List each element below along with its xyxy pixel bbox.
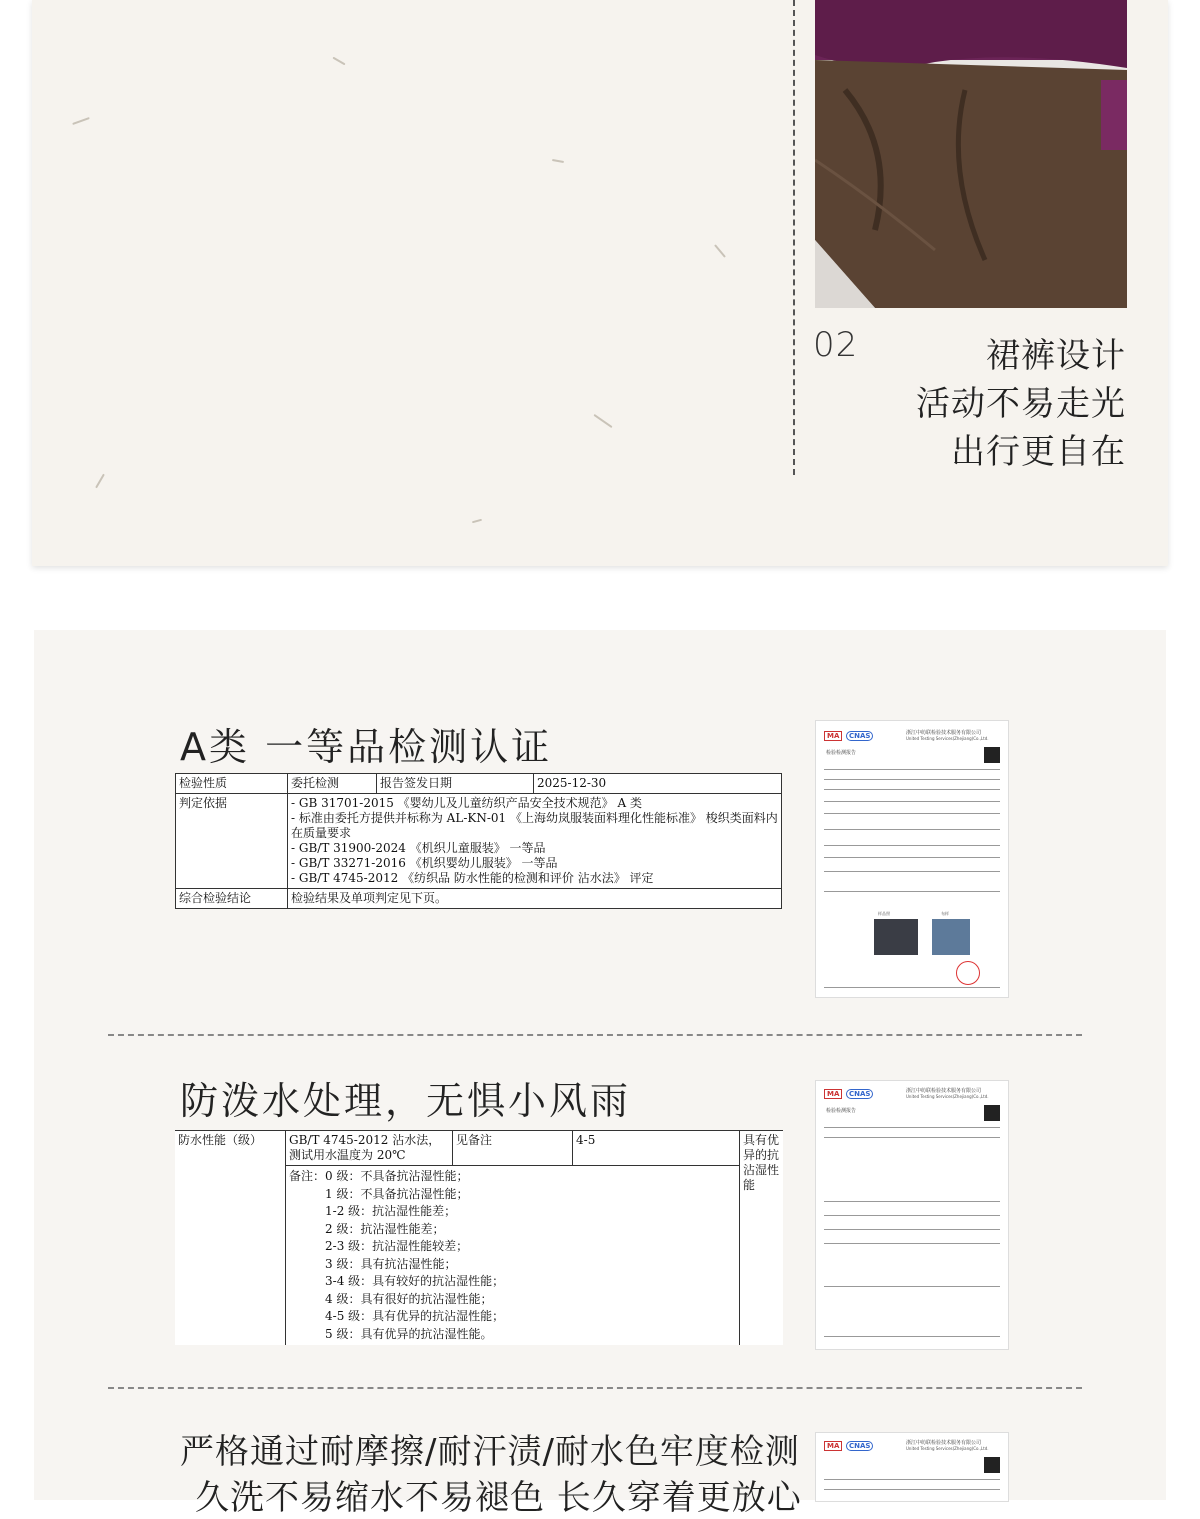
feature-line-1: 裙裤设计 bbox=[986, 336, 1126, 376]
table-cell bbox=[286, 1166, 740, 1346]
table-cell: 具有优异的抗沾湿性能 bbox=[740, 1131, 784, 1346]
criteria-line: - GB/T 33271-2016 《机织婴幼儿服装》 一等品 bbox=[291, 856, 558, 870]
sample-label-right: 布样 bbox=[941, 911, 949, 916]
note-line: 3 级：具有抗沾湿性能； bbox=[325, 1256, 457, 1271]
report-org-en: United Testing Services(Zhejiang)Co.,Ltd. bbox=[906, 736, 989, 741]
report-org: 浙江中纺联检验技术服务有限公司 bbox=[906, 1088, 982, 1094]
note-line: 3-4 级：具有较好的抗沾湿性能； bbox=[325, 1274, 505, 1288]
ilac-logo: CNAS bbox=[846, 731, 873, 741]
section-b-title: 防泼水处理，无惧小风雨 bbox=[180, 1079, 632, 1123]
feature-line-3: 出行更自在 bbox=[951, 432, 1126, 472]
sample-swatch-dark bbox=[874, 919, 918, 955]
ilac-logo: CNAS bbox=[846, 1089, 873, 1099]
table-cell: 报告签发日期 bbox=[377, 774, 534, 794]
report-doc-title: 检验检测报告 bbox=[826, 1108, 857, 1114]
section-a-title: A类 一等品检测认证 bbox=[180, 725, 553, 769]
table-cell: 4-5 bbox=[573, 1131, 740, 1166]
vertical-divider bbox=[793, 0, 795, 475]
feature-line-2: 活动不易走光 bbox=[916, 384, 1126, 424]
table-cell: 判定依据 bbox=[176, 794, 288, 889]
qr-code bbox=[984, 1457, 1000, 1473]
report-org-en: United Testing Services(Zhejiang)Co.,Ltd. bbox=[906, 1094, 989, 1099]
section-c-title-line-1: 严格通过耐摩擦/耐汗渍/耐水色牢度检测 bbox=[180, 1432, 800, 1472]
note-line: 4 级：具有很好的抗沾湿性能； bbox=[325, 1291, 493, 1306]
note-line: 备注：0 级：不具备抗沾湿性能； bbox=[289, 1169, 469, 1183]
note-line: 2 级：抗沾湿性能差； bbox=[325, 1221, 445, 1236]
report-thumbnail-a bbox=[815, 720, 1009, 998]
cma-logo: MA bbox=[824, 1441, 842, 1451]
note-line: 4-5 级：具有优异的抗沾湿性能； bbox=[325, 1309, 505, 1323]
note-line: 5 级：具有优异的抗沾湿性能。 bbox=[325, 1326, 493, 1341]
section-a-table bbox=[175, 773, 782, 909]
criteria-line: - 标准由委托方提供并标称为 AL-KN-01 《上海幼岚服装面料理化性能标准》 梭织类面料内在质量要求 bbox=[291, 811, 778, 840]
qr-code bbox=[984, 1105, 1000, 1121]
table-row bbox=[175, 1131, 783, 1166]
table-cell bbox=[288, 794, 782, 889]
report-thumbnail-c bbox=[815, 1432, 1009, 1502]
note-line: 1-2 级：抗沾湿性能差； bbox=[325, 1204, 457, 1218]
table-row bbox=[176, 889, 782, 909]
cma-logo: MA bbox=[824, 731, 842, 741]
report-doc-title: 检验检测报告 bbox=[826, 750, 857, 756]
section-c-title-line-2: 久洗不易缩水不易褪色 长久穿着更放心 bbox=[195, 1478, 802, 1518]
report-org: 浙江中纺联检验技术服务有限公司 bbox=[906, 1440, 982, 1446]
table-cell: 防水性能（级） bbox=[175, 1131, 286, 1346]
table-cell: 检验结果及单项判定见下页。 bbox=[288, 889, 782, 909]
table-cell: 见备注 bbox=[453, 1131, 573, 1166]
table-cell: 2025-12-30 bbox=[534, 774, 782, 794]
ilac-logo: CNAS bbox=[846, 1441, 873, 1451]
official-seal bbox=[956, 961, 980, 985]
table-cell: 检验性质 bbox=[176, 774, 288, 794]
section-divider bbox=[108, 1034, 1082, 1036]
section-divider bbox=[108, 1387, 1082, 1389]
note-line: 2-3 级：抗沾湿性能较差； bbox=[325, 1239, 469, 1253]
criteria-line: - GB/T 31900-2024 《机织儿童服装》 一等品 bbox=[291, 841, 546, 855]
sample-label-left: 样品照 bbox=[878, 911, 890, 916]
feature-number: 02 bbox=[813, 325, 859, 365]
table-row bbox=[176, 774, 782, 794]
section-b-table bbox=[175, 1130, 783, 1345]
report-org: 浙江中纺联检验技术服务有限公司 bbox=[906, 730, 982, 736]
table-cell: 委托检测 bbox=[288, 774, 377, 794]
table-cell: GB/T 4745-2012 沾水法，测试用水温度为 20℃ bbox=[286, 1131, 453, 1166]
qr-code bbox=[984, 747, 1000, 763]
report-thumbnail-b bbox=[815, 1080, 1009, 1350]
criteria-line: - GB 31701-2015 《婴幼儿及儿童纺织产品安全技术规范》 A 类 bbox=[291, 796, 642, 810]
table-cell: 综合检验结论 bbox=[176, 889, 288, 909]
criteria-line: - GB/T 4745-2012 《纺织品 防水性能的检测和评价 沾水法》 评定 bbox=[291, 871, 654, 885]
note-line: 1 级：不具备抗沾湿性能； bbox=[325, 1186, 469, 1201]
product-photo bbox=[815, 0, 1127, 308]
report-org-en: United Testing Services(Zhejiang)Co.,Ltd. bbox=[906, 1446, 989, 1451]
sample-swatch-blue bbox=[932, 919, 970, 955]
table-row bbox=[176, 794, 782, 889]
cma-logo: MA bbox=[824, 1089, 842, 1099]
